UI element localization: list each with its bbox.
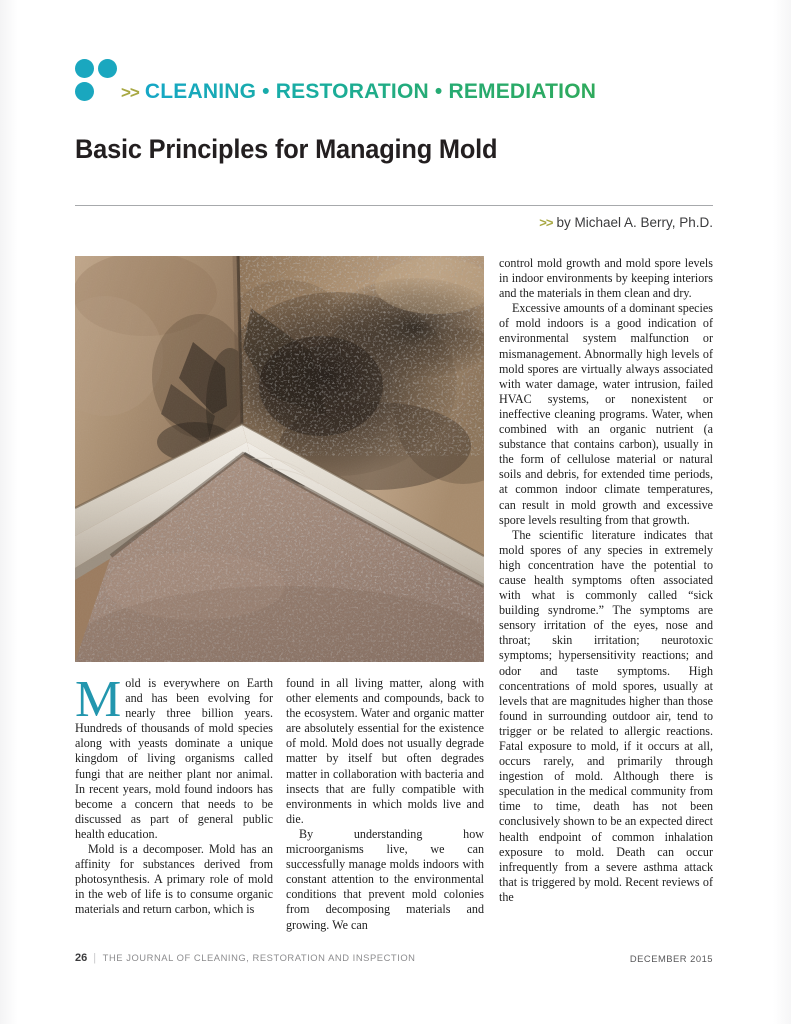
publication-name: THE JOURNAL OF CLEANING, RESTORATION AND INSPECTION	[102, 952, 416, 963]
author-byline	[539, 215, 713, 230]
author-name: by Michael A. Berry, Ph.D.	[556, 215, 713, 230]
page-footer	[75, 950, 713, 966]
article-photo	[75, 256, 484, 662]
paragraph: found in all living matter, along with other elements and compounds, back to the ecosystem. Water and organic matter are absolutely essential for the existence of mold. Mold does not usually degrade matter by itself but often degrades matter in collaboration with bacteria and insects that are fully compatible with environments in which molds live and die.	[286, 676, 484, 826]
logo-dot-icon	[98, 59, 117, 78]
logo-dot-icon	[75, 59, 94, 78]
body-column-right	[499, 256, 713, 905]
page-title: Basic Principles for Managing Mold	[75, 134, 498, 165]
paragraph	[75, 671, 273, 842]
chevron-right-double-icon: >>	[539, 215, 553, 230]
body-column-left	[75, 671, 273, 918]
footer-separator: |	[93, 952, 97, 964]
issue-date: DECEMBER 2015	[629, 952, 713, 964]
logo-dots-icon	[75, 57, 119, 103]
paragraph: The scientific literature indicates that mold spores of any species in extremely high concentration have the potential to cause health symptoms often associated with what is commonly called “sick building syndrome.” The symptoms are sensory irritation of the eyes, nose and throat; skin irritation; neurotoxic symptoms; hypersensitivity reactions; and odor and taste symptoms. High concentrations of mold spores, usually at levels that are magnitudes higher than those found in surrounding outdoor air, tend to trigger or be related to allergic reactions. Fatal exposure to mold, if it occurs at all, occurs rarely, and primarily through ingestion of mold. Although there is speculation in the medical community from time to time, death has not been conclusively shown to be an expected direct health endpoint of common inhalation exposure to mold. Death can occur infrequently from a severe asthma attack that is triggered by mold. Recent reviews of the	[499, 527, 713, 904]
paragraph: Excessive amounts of a dominant species of mold indoors is a good indication of environmental system malfunction or mismanagement. Abnormally high levels of mold spores are virtually always associated with water damage, water intrusion, failed HVAC systems, or nonexistent or ineffective cleaning programs. Water, when combined with an organic nutrient (a substance that contains carbon), usually in the form of cellulose material or natural soils and debris, for extended time periods, at common indoor climate temperatures, can result in mold growth and excessive spore levels resulting from that growth.	[499, 301, 713, 527]
drop-cap: M	[75, 671, 122, 728]
page-content	[75, 0, 713, 1024]
paragraph: Mold is a decomposer. Mold has an affinity for substances derived from photosynthesis. A primary role of mold in the web of life is to consume organic materials and return carbon, which is	[75, 842, 273, 917]
title-divider	[75, 205, 713, 206]
page-number: 26	[75, 952, 88, 964]
chevron-right-double-icon: >>	[121, 83, 139, 102]
logo-dot-icon	[75, 82, 94, 101]
paragraph: By understanding how microorganisms live, we can successfully manage molds indoors with constant attention to the environmental conditions that prevent mold colonies from decomposing materials and growing. We can	[286, 826, 484, 932]
footer-left-group	[75, 952, 415, 964]
section-kicker	[75, 55, 596, 103]
mold-corner-photo-illustration	[75, 256, 484, 662]
body-column-middle	[286, 676, 484, 933]
paragraph-text: old is everywhere on Earth and has been evolving for nearly three billion years. Hundreds of thousands of mold species along with yeasts dominate a unique kingdom of living organisms called fungi that are neither plant nor animal. In recent years, mold found indoors has become a concern that needs to be discussed as part of general public health education.	[75, 676, 273, 841]
kicker-label: CLEANING • RESTORATION • REMEDIATION	[144, 80, 597, 103]
paragraph: control mold growth and mold spore levels in indoor environments by keeping interiors and the materials in them clean and dry.	[499, 256, 713, 301]
